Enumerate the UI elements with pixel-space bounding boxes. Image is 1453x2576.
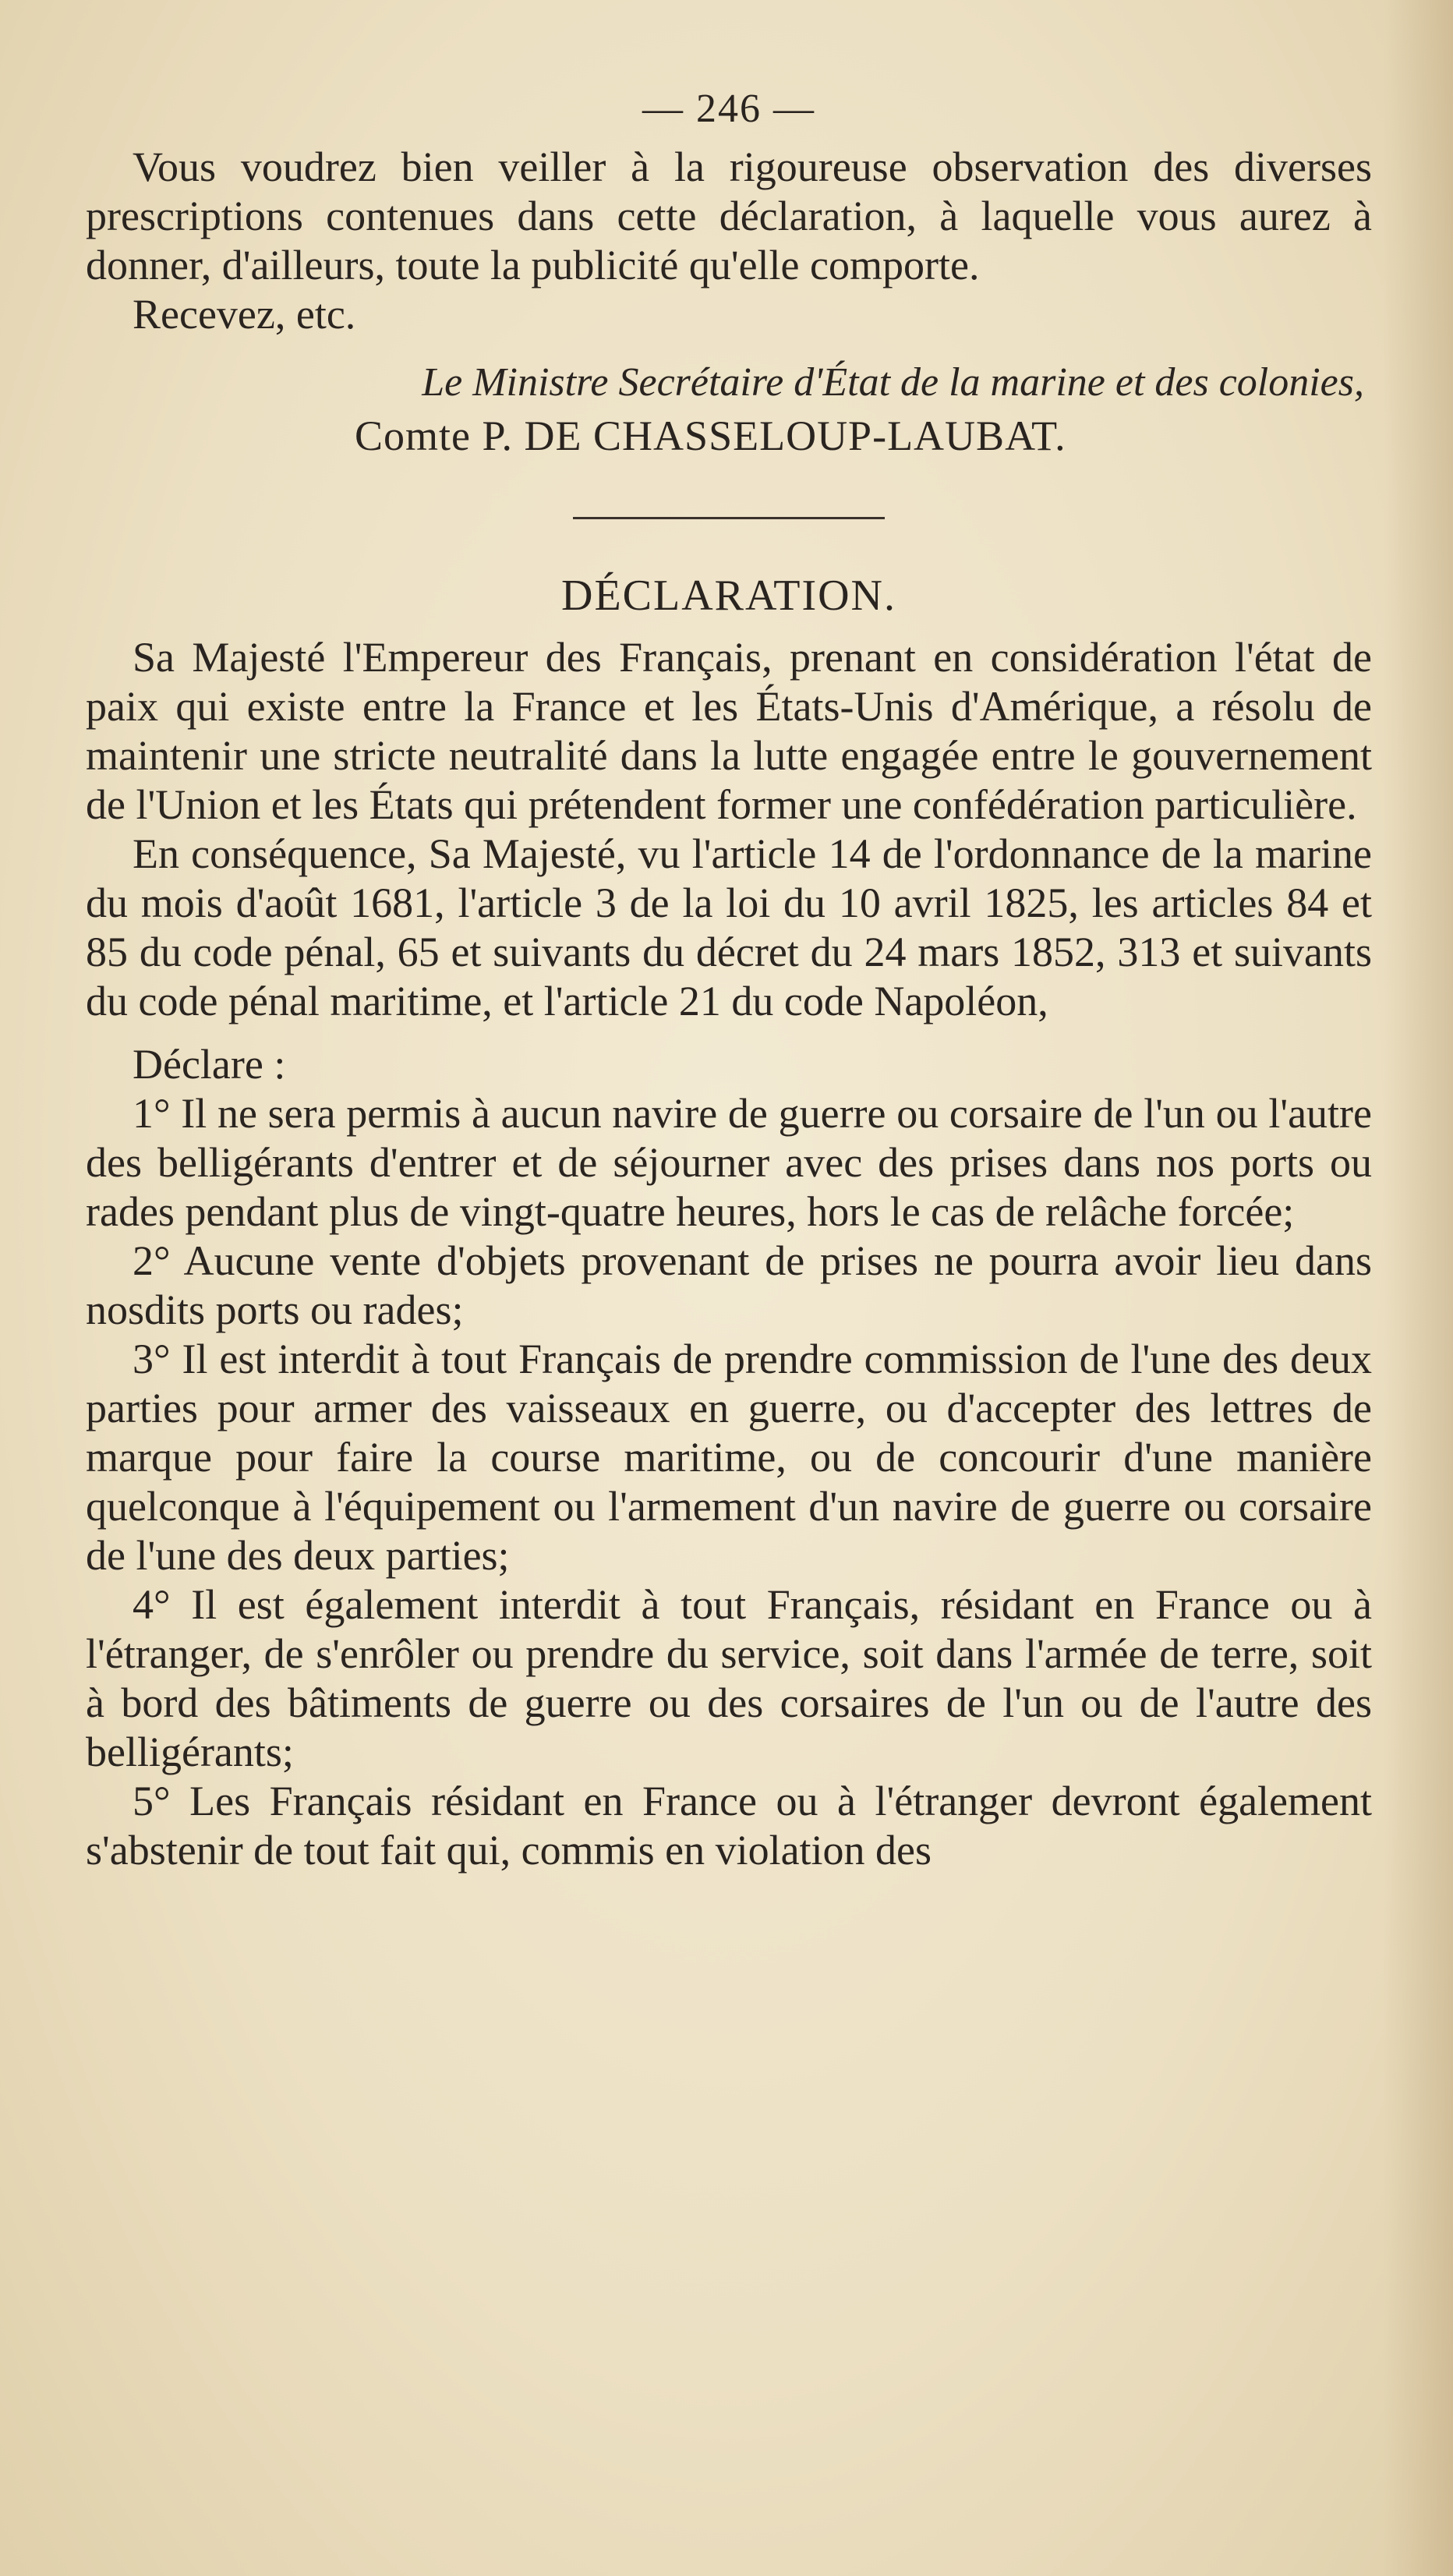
signatory-name: Comte P. DE CHASSELOUP-LAUBAT. [355, 412, 1066, 459]
article-3: 3° Il est interdit à tout Français de prendre commission de l'une des deux parties pour armer des vaisseaux en guerre, ou d'accepter des lettres de marque pour faire la course maritime, ou de concourir d'une manière quelconque à l'équipement ou l'armement d'un navire de guerre ou corsaire de l'une des deux parties; [86, 1336, 1372, 1579]
declaration-paragraph: En conséquence, Sa Majesté, vu l'article 14 de l'ordonnance de la marine du mois d'août 1681, l'article 3 de la loi du 10 avril 1825, les articles 84 et 85 du code pénal, 65 et suivants du décret du 24 mars 1852, 313 et suivants du code pénal maritime, et l'article 21 du code Napoléon, [86, 830, 1372, 1024]
article-2: 2° Aucune vente d'objets provenant de prises ne pourra avoir lieu dans nosdits ports ou rades; [86, 1237, 1372, 1333]
intro-paragraph: Vous voudrez bien veiller à la rigoureuse observation des diverses prescriptions contenues dans cette déclaration, à laquelle vous aurez à donner, d'ailleurs, toute la publicité qu'elle comporte. [86, 143, 1372, 288]
signatory-title: Le Ministre Secrétaire d'État de la marine et des colonies, [422, 360, 1364, 405]
paragraph-gap [86, 1026, 1372, 1040]
declaration-paragraph: Sa Majesté l'Empereur des Français, prenant en considération l'état de paix qui existe entre la France et les États-Unis d'Amérique, a résolu de maintenir une stricte neutralité dans la lutte engagée entre le gouvernement de l'Union et les États qui prétendent former une confédération particulière. [86, 634, 1372, 828]
article-1: 1° Il ne sera permis à aucun navire de guerre ou corsaire de l'un ou l'autre des belligérants d'entrer et de séjourner avec des prises dans nos ports ou rades pendant plus de vingt-quatre heures, hors le cas de relâche forcée; [86, 1090, 1372, 1235]
section-divider [573, 517, 885, 519]
declaration-intro: Déclare : [133, 1041, 286, 1088]
page-number: — 246 — [642, 87, 815, 131]
page-edge-shadow [1383, 0, 1453, 2576]
article-4: 4° Il est également interdit à tout Français, résidant en France ou à l'étranger, de s'enrôler ou prendre du service, soit dans l'armée de terre, soit à bord des bâtiments de guerre ou des corsaires de l'un ou de l'autre des belligérants; [86, 1581, 1372, 1775]
section-heading: DÉCLARATION. [561, 571, 896, 620]
closing-formula: Recevez, etc. [133, 291, 356, 338]
page-text [86, 86, 1372, 1875]
article-5: 5° Les Français résidant en France ou à l'étranger devront également s'abstenir de tout fait qui, commis en violation des [86, 1778, 1372, 1874]
